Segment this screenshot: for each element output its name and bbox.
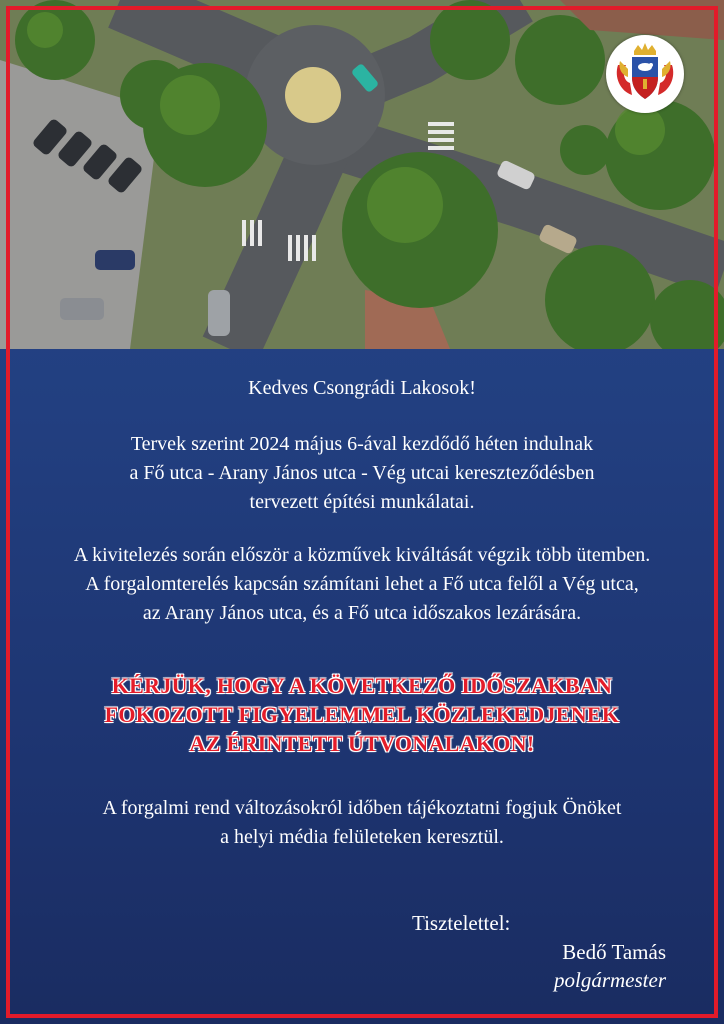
paragraph-line: tervezett építési munkálatai. [249,491,475,513]
signature-name: Bedő Tamás [562,940,666,964]
paragraph-line: a helyi média felületeken keresztül. [220,826,504,848]
paragraph-line: A kivitelezés során először a közművek kiváltását végzik több ütemben. [73,544,651,566]
signature-regards: Tisztelettel: [412,911,511,935]
paragraph-line: A forgalomterelés kapcsán számítani lehet a Fő utca felől a Vég utca, [85,573,639,595]
greeting: Kedves Csongrádi Lakosok! [248,377,476,399]
warning-line: KÉRJÜK, HOGY A KÖVETKEZŐ IDŐSZAKBAN [111,673,613,698]
signature-title: polgármester [554,968,666,992]
paragraph-information [0,794,724,852]
coat-of-arms-logo [606,35,684,113]
paragraph-line: A forgalmi rend változásokról időben tájékoztatni fogjuk Önöket [102,797,622,819]
paragraph-line: Tervek szerint 2024 május 6-ával kezdődő héten indulnak [130,433,594,455]
paragraph-line: az Arany János utca, és a Fő utca időszakos lezárására. [142,602,582,624]
paragraph-line: a Fő utca - Arany János utca - Vég utcai kereszteződésben [129,462,595,484]
warning-line: FOKOZOTT FIGYELEMMEL KÖZLEKEDJENEK [104,702,620,727]
paragraph-start-of-works [0,430,724,517]
warning-line: AZ ÉRINTETT ÚTVONALAKON! [189,731,535,756]
paragraph-traffic-diversion [0,541,724,628]
warning-notice [0,671,724,758]
